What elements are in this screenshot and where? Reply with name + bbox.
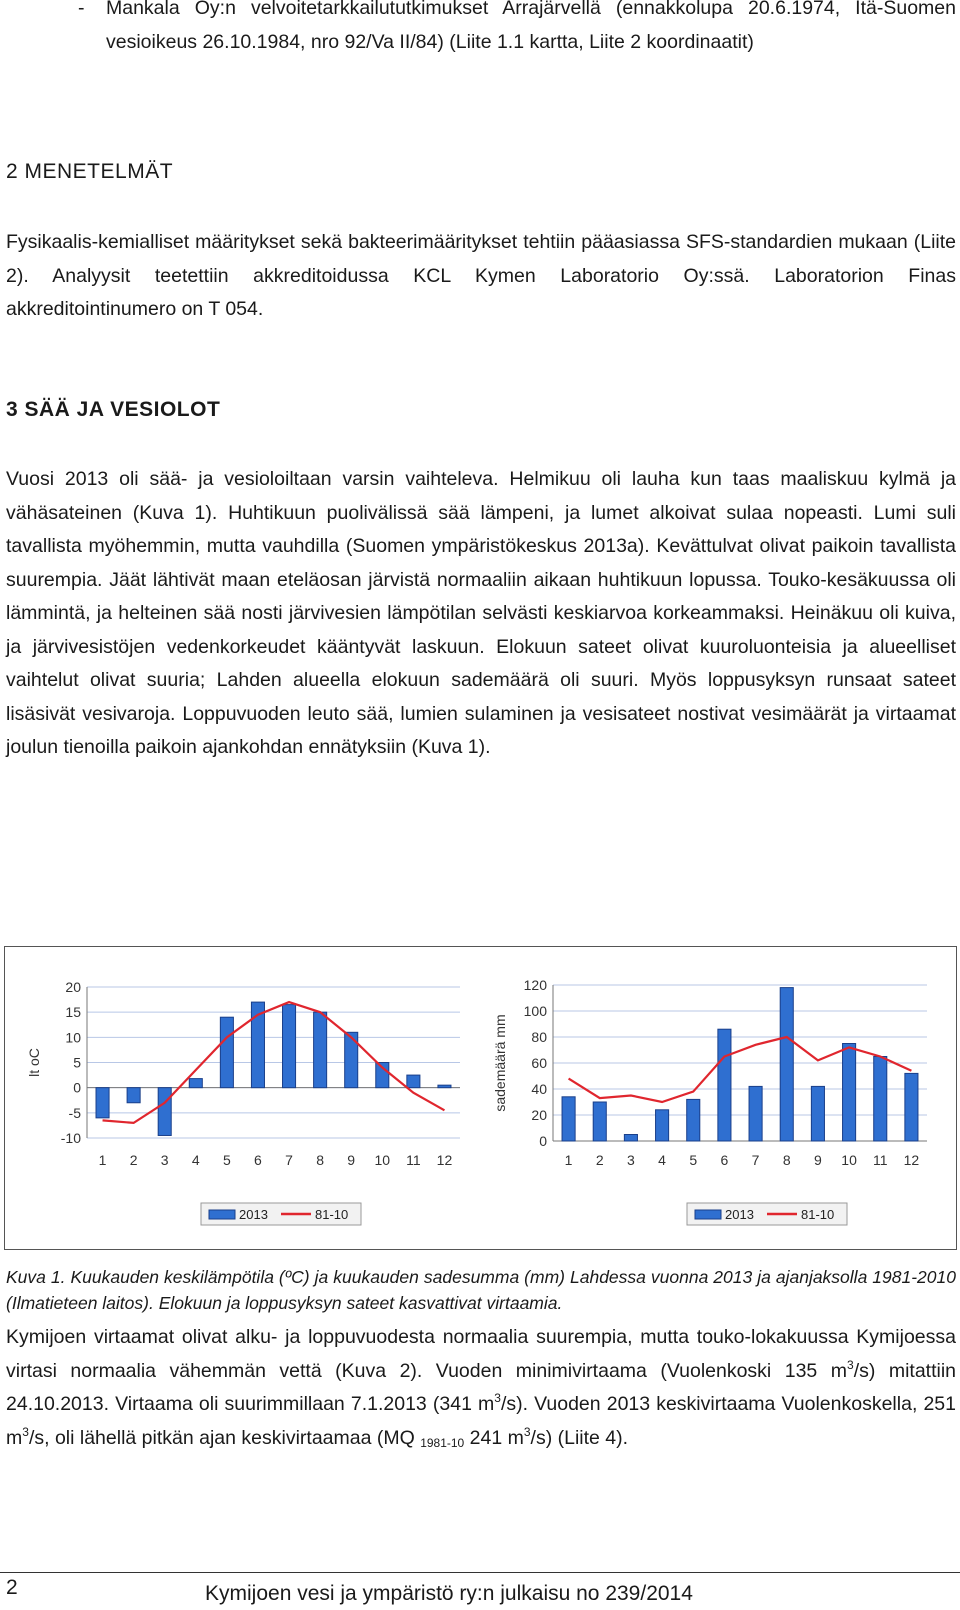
bar-2013 [189,1079,202,1088]
unit-superscript: 3 [523,1424,531,1439]
y-tick-label: 80 [531,1029,547,1045]
bar-2013 [314,1012,327,1087]
flow-text-b: /s) mitattiin 24.10.2013. Virtaama oli suurimmillaan 7.1.2013 (341 m [6,1359,957,1415]
y-tick-label: 5 [73,1054,81,1071]
period-subscript: 1981-10 [420,1435,465,1450]
x-tick-label: 12 [903,1152,920,1168]
x-tick-label: 4 [658,1152,666,1168]
x-tick-label: 1 [98,1152,107,1168]
y-tick-label: 15 [65,1004,81,1021]
x-tick-label: 3 [160,1152,169,1168]
flow-text-e: 241 m [464,1426,524,1449]
bar-2013 [811,1086,824,1141]
bar-2013 [562,1097,575,1141]
bar-2013 [220,1017,233,1087]
x-tick-label: 5 [222,1152,231,1168]
legend-bar-swatch [695,1210,721,1219]
x-tick-label: 8 [316,1152,325,1168]
line-81-10 [569,1037,912,1102]
y-tick-label: 20 [531,1107,547,1123]
y-tick-label: 60 [531,1055,547,1071]
bar-2013 [718,1029,731,1141]
y-tick-label: -10 [60,1130,81,1146]
x-tick-label: 8 [782,1152,791,1168]
bullet-text: Mankala Oy:n velvoitetarkkailututkimukset Arrajärvellä (ennakkolupa 20.6.1974, Itä-Suomen vesioikeus 26.10.1984, nro 92/Va II/84) (Liite 1.1 kartta, Liite 2 koordinaatit) [106,0,956,53]
x-tick-label: 2 [129,1152,138,1168]
legend-label-81-10: 81-10 [315,1207,349,1222]
bar-2013 [843,1044,856,1142]
publication-name: Kymijoen vesi ja ympäristö ry:n julkaisu no 239/2014 [205,1582,693,1605]
bar-2013 [96,1088,109,1118]
bar-2013 [687,1099,700,1141]
legend-label-2013: 2013 [239,1207,268,1222]
bar-2013 [593,1102,606,1141]
bar-2013 [438,1085,451,1088]
y-tick-label: 20 [65,979,81,995]
y-tick-label: 100 [523,1003,547,1019]
flow-text-c: /s). Vuoden 2013 keskivirtaama Vuolenkoskella, 251 m [6,1393,956,1449]
x-tick-label: 6 [720,1152,729,1168]
unit-superscript: 3 [494,1391,501,1405]
flow-text-d: /s, oli lähellä pitkän ajan keskivirtaamaa (MQ [28,1426,421,1449]
x-tick-label: 4 [191,1152,200,1168]
bar-2013 [905,1073,918,1141]
x-tick-label: 5 [689,1152,698,1168]
legend-label-81-10: 81-10 [801,1207,835,1222]
bar-2013 [780,988,793,1141]
x-tick-label: 7 [751,1152,760,1168]
bar-2013 [656,1110,669,1141]
bar-2013 [749,1086,762,1141]
y-axis-title: sademäärä mm [492,1014,508,1112]
bar-2013 [624,1135,637,1142]
y-tick-label: 0 [73,1079,81,1096]
flow-text-f: /s) (Liite 4). [530,1426,629,1449]
x-tick-label: 10 [841,1152,857,1168]
section-3-heading: 3 SÄÄ JA VESIOLOT [6,398,221,421]
legend-bar-swatch [209,1210,235,1219]
bar-2013 [127,1088,140,1103]
y-tick-label: 10 [65,1029,81,1046]
figure-frame [4,946,957,1250]
x-tick-label: 3 [627,1152,635,1168]
x-tick-label: 12 [436,1152,453,1168]
y-tick-label: -5 [68,1104,81,1121]
unit-superscript: 3 [847,1357,854,1372]
x-tick-label: 1 [564,1152,573,1168]
x-tick-label: 9 [814,1152,822,1168]
figure-caption: Kuva 1. Kuukauden keskilämpötila (ºC) ja kuukauden sadesumma (mm) Lahdessa vuonna 2013 ja ajanjaksolla 1981-2010 (Ilmatieteen laitos). Elokuun ja loppusyksyn sateet kasvattivat virtaamia. [6,1267,956,1313]
x-tick-label: 10 [374,1152,391,1168]
x-tick-label: 9 [347,1152,356,1168]
x-tick-label: 11 [872,1152,888,1168]
precipitation-chart [492,977,927,1225]
x-tick-label: 11 [406,1152,421,1168]
y-tick-label: 40 [531,1081,547,1097]
section-2-heading: 2 MENETELMÄT [6,160,174,183]
bullet-dash: - [78,0,85,19]
section-2-paragraph: Fysikaalis-kemialliset määritykset sekä bakteerimääritykset tehtiin pääasiassa SFS-standardien mukaan (Liite 2). Analyysit teetettiin akkreditoidussa KCL Kymen Laboratorio Oy:ssä. Laboratorion Finas akkreditointinumero on T 054. [6,231,956,320]
page-number: 2 [6,1576,18,1599]
y-axis-title: lt oC [26,1048,42,1077]
legend-label-2013: 2013 [725,1207,754,1222]
bar-2013 [283,1005,296,1088]
bar-2013 [874,1057,887,1142]
x-tick-label: 6 [254,1152,262,1168]
flow-text-a: Kymijoen virtaamat olivat alku- ja loppuvuodesta normaalia suurempia, mutta touko-lokakuussa Kymijoessa virtasi normaalia vähemmän vettä (Kuva 2). Vuoden minimivirtaama (Vuolenkoski 135 m [6,1326,956,1382]
unit-superscript: 3 [22,1424,29,1439]
section-3-paragraph: Vuosi 2013 oli sää- ja vesioloiltaan varsin vaihteleva. Helmikuu oli lauha kun taas maaliskuu kylmä ja vähäsateinen (Kuva 1). Huhtikuun puolivälissä sää lämpeni, ja lumet alkoivat sulaa nopeasti. Lumi suli tavallista myöhemmin, mutta vauhdilla (Suomen ympäristökeskus 2013a). Kevättulvat olivat paikoin tavallista suurempia. Jäät lähtivät maan eteläosan järvistä normaaliin aikaan huhtikuun lopussa. Touko-kesäkuussa oli lämmintä, ja helteinen sää nosti järvivesien lämpötilan selvästi keskiarvoa korkeammaksi. Heinäkuu oli kuiva, ja järvivesistöjen vedenkorkeudet kääntyvät laskuun. Elokuun sateet olivat kuuroluonteisia ja alueelliset vaihtelut olivat suuria; Lahden alueella elokuun sademäärä oli suuri. Myös loppusyksyn runsaat sateet lisäsivät vesivaroja. Loppuvuoden leuto sää, lumien sulaminen ja vesisateet nostivat vesimäärät ja virtaamat joulun tienoilla paikoin ajankohdan ennätyksiin (Kuva 1). [6,468,956,758]
x-tick-label: 2 [595,1152,604,1168]
weather-charts [5,947,956,1249]
x-tick-label: 7 [285,1152,293,1168]
y-tick-label: 0 [539,1133,547,1149]
bar-2013 [407,1075,420,1088]
y-tick-label: 120 [523,977,547,993]
temperature-chart [26,979,460,1225]
bar-2013 [158,1088,171,1136]
footer-rule [0,1572,960,1573]
section-4-paragraph [6,1321,956,1455]
